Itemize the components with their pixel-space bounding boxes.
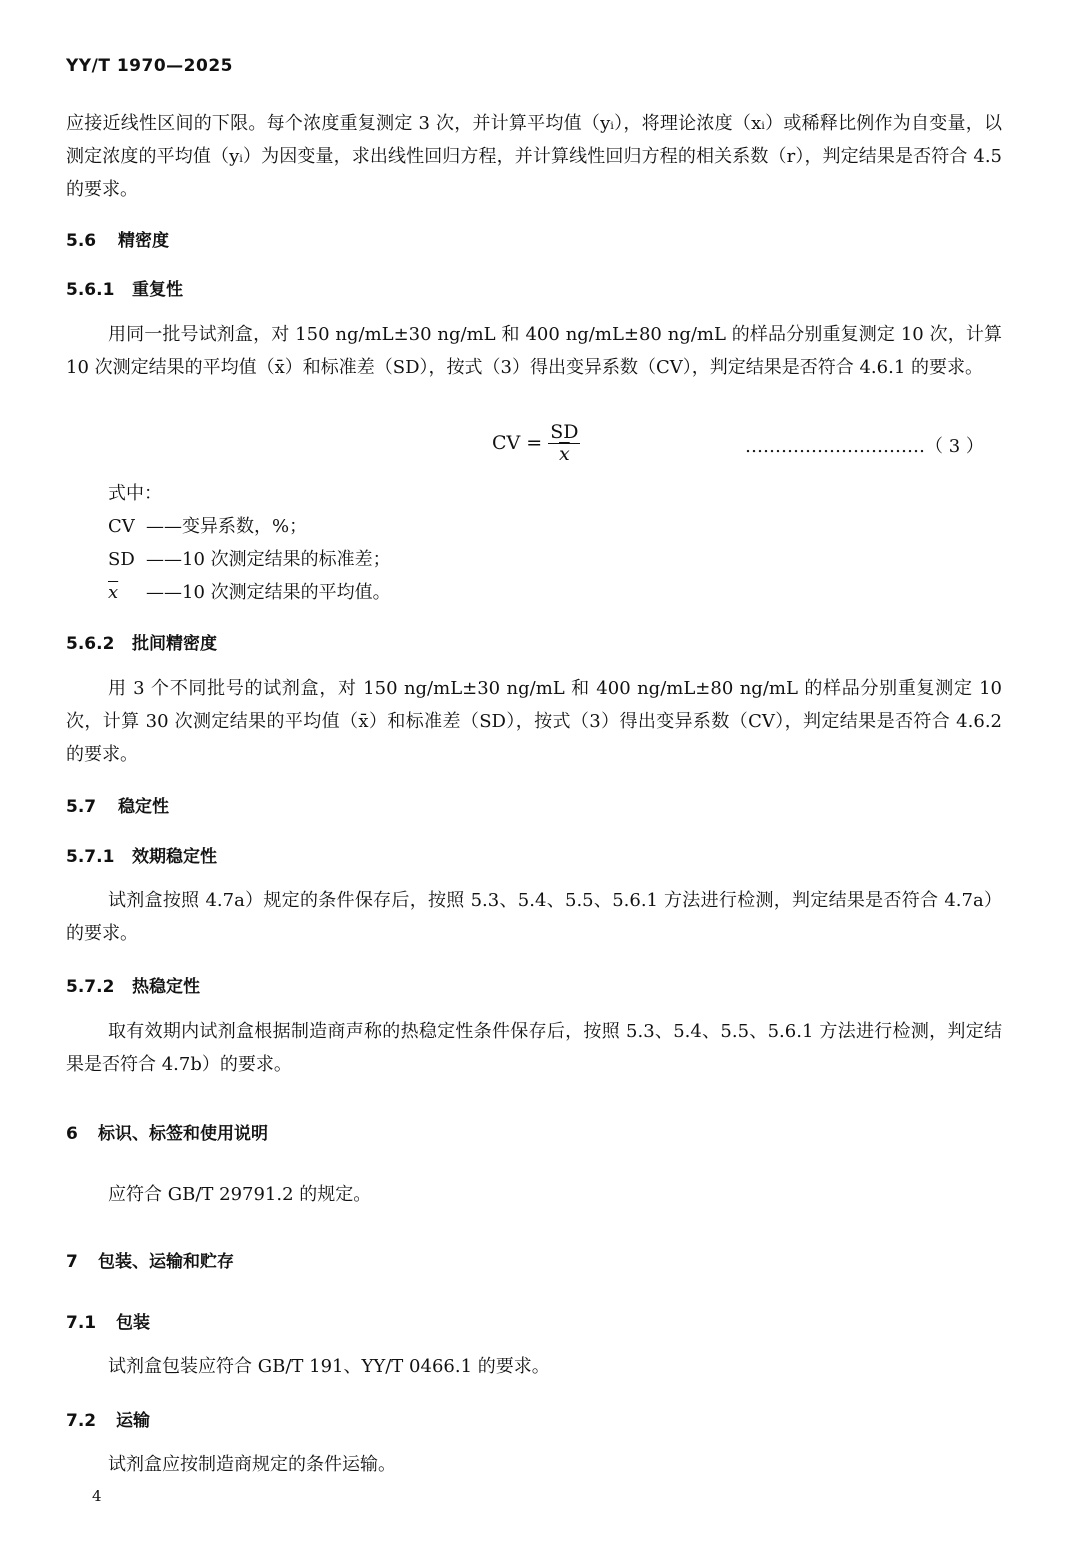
section-number: 5.6.2 — [66, 634, 115, 654]
section-title: 效期稳定性 — [132, 847, 217, 867]
section-number: 5.7.1 — [66, 847, 115, 867]
section-7-2-text: 试剂盒应按制造商规定的条件运输。 — [108, 1454, 396, 1475]
section-number: 5.7 — [66, 797, 97, 817]
section-7-1-heading — [66, 1308, 150, 1333]
definition-text: ——10 次测定结果的平均值。 — [146, 582, 391, 603]
section-number: 5.7.2 — [66, 977, 115, 997]
formula-3 — [492, 421, 580, 464]
section-5-6-2-text: 用 3 个不同批号的试剂盒，对 150 ng/mL±30 ng/mL 和 400 ng/mL±80 ng/mL 的样品分别重复测定 10 次，计算 30 次测定结果的平均值（x̄）和标准差（SD），按式（3）得出变异系数（CV），判定结果是否符合 4.6.2 的要求。 — [66, 678, 1002, 765]
definition-row — [108, 576, 391, 609]
section-number: 7.2 — [66, 1411, 97, 1431]
definition-text: ——10 次测定结果的标准差； — [146, 549, 391, 570]
section-number: 7.1 — [66, 1313, 97, 1333]
section-5-6-2-heading — [66, 629, 217, 654]
section-title: 批间精密度 — [132, 634, 217, 654]
section-6-heading — [66, 1119, 268, 1144]
section-7-2-heading — [66, 1406, 150, 1431]
where-label: 式中： — [108, 483, 162, 504]
formula-lhs: CV = — [492, 431, 543, 454]
section-number: 5.6.1 — [66, 280, 115, 300]
section-7-heading — [66, 1247, 234, 1272]
section-title: 精密度 — [118, 231, 169, 251]
definition-symbol: $\overline{x}$ — [108, 582, 119, 603]
definition-text: ——变异系数，%； — [146, 516, 308, 537]
section-5-7-2-heading — [66, 972, 200, 997]
section-title: 标识、标签和使用说明 — [98, 1124, 268, 1144]
section-5-7-2-text: 取有效期内试剂盒根据制造商声称的热稳定性条件保存后，按照 5.3、5.4、5.5、5.6.1 方法进行检测，判定结果是否符合 4.7b）的要求。 — [66, 1021, 1002, 1075]
definition-symbol: CV — [108, 516, 135, 537]
formula-number: …………………………（ 3 ） — [745, 436, 984, 457]
formula-denominator: x — [558, 443, 570, 465]
section-5-7-1-text: 试剂盒按照 4.7a）规定的条件保存后，按照 5.3、5.4、5.5、5.6.1 方法进行检测，判定结果是否符合 4.7a）的要求。 — [66, 890, 1002, 944]
page-number: 4 — [92, 1487, 102, 1505]
section-title: 重复性 — [132, 280, 183, 300]
section-title: 包装、运输和贮存 — [98, 1252, 234, 1272]
section-title: 运输 — [116, 1411, 150, 1431]
section-7-1-text: 试剂盒包装应符合 GB/T 191、YY/T 0466.1 的要求。 — [108, 1356, 550, 1377]
section-5-6-1-heading — [66, 275, 183, 300]
section-number: 6 — [66, 1124, 78, 1144]
formula-numerator: SD — [550, 421, 579, 443]
definition-row — [108, 510, 391, 543]
section-number: 7 — [66, 1252, 78, 1272]
section-number: 5.6 — [66, 231, 97, 251]
section-title: 热稳定性 — [132, 977, 200, 997]
intro-paragraph: 应接近线性区间的下限。每个浓度重复测定 3 次，并计算平均值（yᵢ），将理论浓度（xᵢ）或稀释比例作为自变量，以测定浓度的平均值（yᵢ）为因变量，求出线性回归方程，并计算线性回归方程的相关系数（r），判定结果是否符合 4.5 的要求。 — [66, 113, 1002, 200]
standard-code: YY/T 1970—2025 — [66, 56, 233, 76]
definition-row — [108, 543, 391, 576]
section-6-text: 应符合 GB/T 29791.2 的规定。 — [108, 1184, 372, 1205]
section-title: 稳定性 — [118, 797, 169, 817]
formula-fraction — [548, 421, 580, 464]
formula-definitions — [108, 477, 391, 609]
definition-symbol: SD — [108, 549, 135, 570]
section-5-7-1-heading — [66, 842, 217, 867]
section-title: 包装 — [116, 1313, 150, 1333]
section-5-7-heading — [66, 792, 169, 817]
section-5-6-heading — [66, 226, 169, 251]
section-5-6-1-text: 用同一批号试剂盒，对 150 ng/mL±30 ng/mL 和 400 ng/mL±80 ng/mL 的样品分别重复测定 10 次，计算 10 次测定结果的平均值（x̄）和标准差（SD），按式（3）得出变异系数（CV），判定结果是否符合 4.6.1 的要求。 — [66, 324, 1002, 378]
